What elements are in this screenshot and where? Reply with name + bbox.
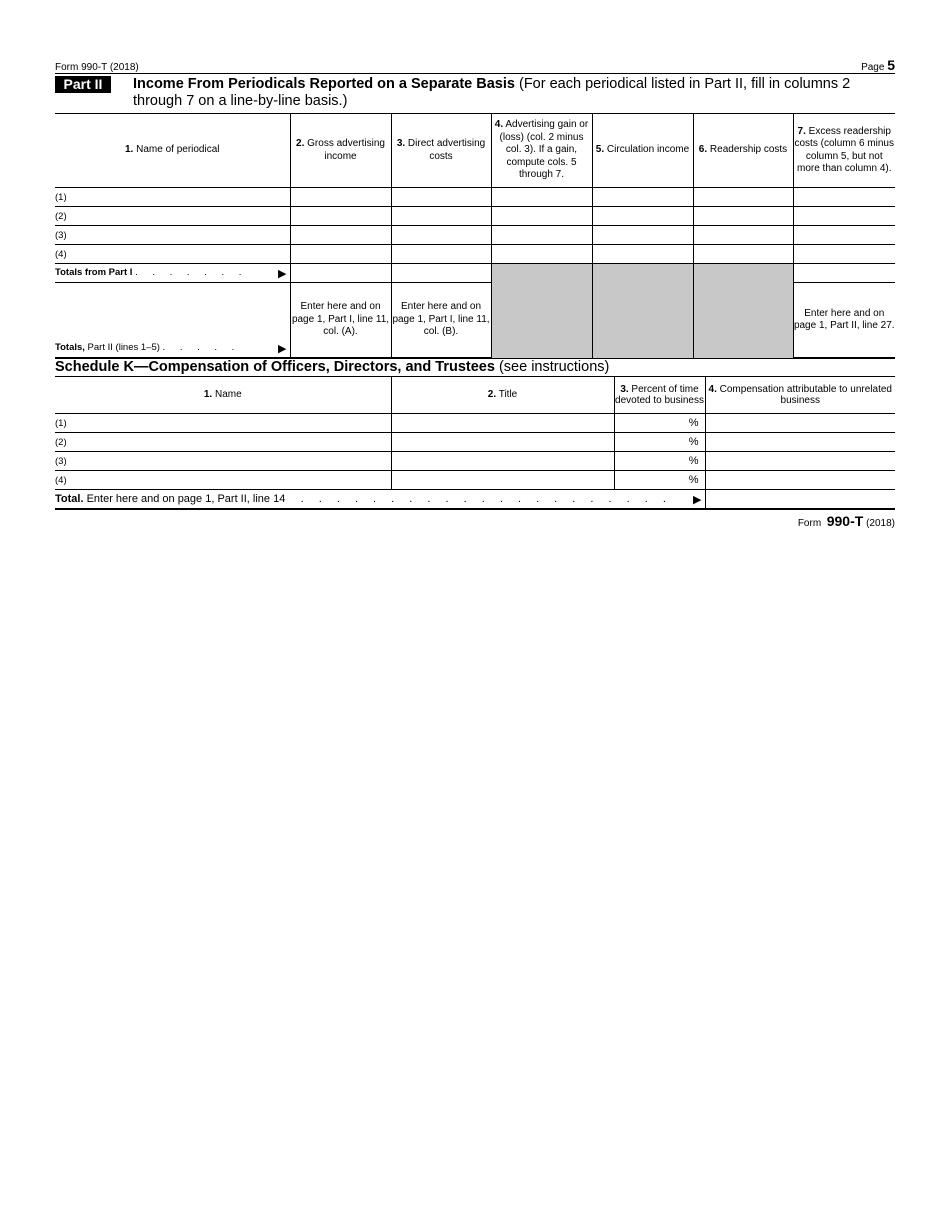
input-ad-gain-loss[interactable] xyxy=(491,207,592,226)
col-header-circulation-income: 5. Circulation income xyxy=(592,114,693,188)
input-title[interactable] xyxy=(391,452,614,471)
table-row xyxy=(55,226,895,245)
table-row xyxy=(55,188,895,207)
note-col3[interactable]: Enter here and on page 1, Part I, line 11, col. (B). xyxy=(391,283,491,359)
input-gross-ad-income[interactable] xyxy=(290,245,391,264)
col-header-excess-readership: 7. Excess readership costs (column 6 minus column 5, but not more than column 4). xyxy=(793,114,895,188)
row-label: (3) xyxy=(55,226,290,245)
input-gross-ad-income[interactable] xyxy=(290,188,391,207)
compensation-total-label xyxy=(55,490,705,510)
input-gross-ad-income[interactable] xyxy=(290,226,391,245)
totals-part1-text: Totals from Part I xyxy=(55,266,133,278)
row-label: (1) xyxy=(55,414,391,433)
input-ad-gain-loss[interactable] xyxy=(491,188,592,207)
note-col2[interactable]: Enter here and on page 1, Part I, line 11, col. (A). xyxy=(290,283,391,359)
input-compensation[interactable] xyxy=(705,471,895,490)
input-readership-costs[interactable] xyxy=(693,226,793,245)
input-readership-costs[interactable] xyxy=(693,245,793,264)
page-number-label xyxy=(861,57,895,73)
input-totals-gross-ad-income[interactable] xyxy=(290,264,391,283)
col-header-gross-ad-income: 2. Gross advertising income xyxy=(290,114,391,188)
arrow-icon: ▶ xyxy=(278,267,287,280)
page-word: Page xyxy=(861,62,885,73)
part2-label: Part II xyxy=(55,76,111,93)
input-title[interactable] xyxy=(391,414,614,433)
input-ad-gain-loss[interactable] xyxy=(491,226,592,245)
input-compensation[interactable] xyxy=(705,433,895,452)
table-row xyxy=(55,452,895,471)
totals-rest: Part II (lines 1–5) xyxy=(84,342,160,353)
input-direct-ad-costs[interactable] xyxy=(391,188,491,207)
leader-dots: . . . . . . . . . . . . . . . . . . . . . xyxy=(300,492,672,505)
table-row xyxy=(55,471,895,490)
input-readership-costs[interactable] xyxy=(693,207,793,226)
col-header-ad-gain-loss: 4. Advertising gain or (loss) (col. 2 minus col. 3). If a gain, compute cols. 5 through 7. xyxy=(491,114,592,188)
input-circulation-income[interactable] xyxy=(592,207,693,226)
total-bold: Total. xyxy=(55,492,84,505)
shaded-cell xyxy=(693,264,793,359)
periodicals-table xyxy=(55,113,895,359)
input-gross-ad-income[interactable] xyxy=(290,207,391,226)
form-id: Form 990-T (2018) xyxy=(55,62,139,73)
part2-title-bold: Income From Periodicals Reported on a Separate Basis xyxy=(133,76,515,92)
arrow-icon: ▶ xyxy=(278,343,287,355)
footer-form-number: 990-T xyxy=(826,513,864,529)
table-row xyxy=(55,207,895,226)
input-compensation[interactable] xyxy=(705,452,895,471)
input-direct-ad-costs[interactable] xyxy=(391,245,491,264)
part2-title xyxy=(133,76,895,110)
input-circulation-income[interactable] xyxy=(592,188,693,207)
input-excess-readership[interactable] xyxy=(793,207,895,226)
shaded-cell xyxy=(592,264,693,359)
total-rest: Enter here and on page 1, Part II, line 14 xyxy=(83,492,286,505)
form-page xyxy=(55,55,895,529)
totals-part2-label xyxy=(55,283,290,359)
input-totals-direct-ad-costs[interactable] xyxy=(391,264,491,283)
row-label: (4) xyxy=(55,245,290,264)
col-header-name: 1. Name xyxy=(55,377,391,414)
input-percent[interactable]: % xyxy=(614,471,705,490)
input-direct-ad-costs[interactable] xyxy=(391,226,491,245)
input-direct-ad-costs[interactable] xyxy=(391,207,491,226)
input-percent[interactable]: % xyxy=(614,452,705,471)
row-label: (2) xyxy=(55,207,290,226)
table-row xyxy=(55,433,895,452)
input-circulation-income[interactable] xyxy=(592,245,693,264)
col-header-readership-costs: 6. Readership costs xyxy=(693,114,793,188)
input-excess-readership[interactable] xyxy=(793,226,895,245)
input-percent[interactable]: % xyxy=(614,433,705,452)
page-number: 5 xyxy=(887,57,895,73)
footer-form-word: Form xyxy=(797,518,822,529)
leader-dots: . . . . . . . xyxy=(135,266,248,278)
arrow-icon: ▶ xyxy=(693,493,702,506)
row-label: (1) xyxy=(55,188,290,207)
input-title[interactable] xyxy=(391,433,614,452)
row-label: (3) xyxy=(55,452,391,471)
note-col7[interactable]: Enter here and on page 1, Part II, line 27. xyxy=(793,283,895,359)
compensation-table xyxy=(55,376,895,510)
part2-header xyxy=(55,73,895,110)
row-label: (2) xyxy=(55,433,391,452)
compensation-header-row xyxy=(55,377,895,414)
part2-title-rest: (For each periodical listed in Part II, fill in columns 2 through 7 on a line-by-line basis.) xyxy=(133,76,851,109)
input-total-compensation[interactable] xyxy=(705,490,895,510)
input-totals-excess-readership[interactable] xyxy=(793,264,895,283)
page-header xyxy=(55,55,895,73)
input-readership-costs[interactable] xyxy=(693,188,793,207)
row-label: (4) xyxy=(55,471,391,490)
compensation-total-row xyxy=(55,490,895,510)
input-excess-readership[interactable] xyxy=(793,245,895,264)
schedule-k-title-rest: (see instructions) xyxy=(494,359,610,375)
table-row xyxy=(55,414,895,433)
col-header-direct-ad-costs: 3. Direct advertising costs xyxy=(391,114,491,188)
input-title[interactable] xyxy=(391,471,614,490)
footer-year: (2018) xyxy=(866,518,895,529)
shaded-cell xyxy=(491,264,592,359)
schedule-k-title-bold: Schedule K—Compensation of Officers, Directors, and Trustees xyxy=(55,359,495,375)
schedule-k-title xyxy=(55,359,895,376)
col-header-title: 2. Title xyxy=(391,377,614,414)
totals-bold: Totals, xyxy=(55,342,85,353)
totals-part1-label xyxy=(55,264,290,283)
col-header-compensation: 4. Compensation attributable to unrelated business xyxy=(705,377,895,414)
input-percent[interactable]: % xyxy=(614,414,705,433)
input-circulation-income[interactable] xyxy=(592,226,693,245)
input-excess-readership[interactable] xyxy=(793,188,895,207)
col-header-name: 1. Name of periodical xyxy=(55,114,290,188)
table-row xyxy=(55,245,895,264)
periodicals-header-row xyxy=(55,114,895,188)
input-compensation[interactable] xyxy=(705,414,895,433)
leader-dots: . . . . . xyxy=(162,342,241,353)
totals-part1-row xyxy=(55,264,895,283)
page-footer xyxy=(55,513,895,529)
input-ad-gain-loss[interactable] xyxy=(491,245,592,264)
col-header-percent-time: 3. Percent of time devoted to business xyxy=(614,377,705,414)
